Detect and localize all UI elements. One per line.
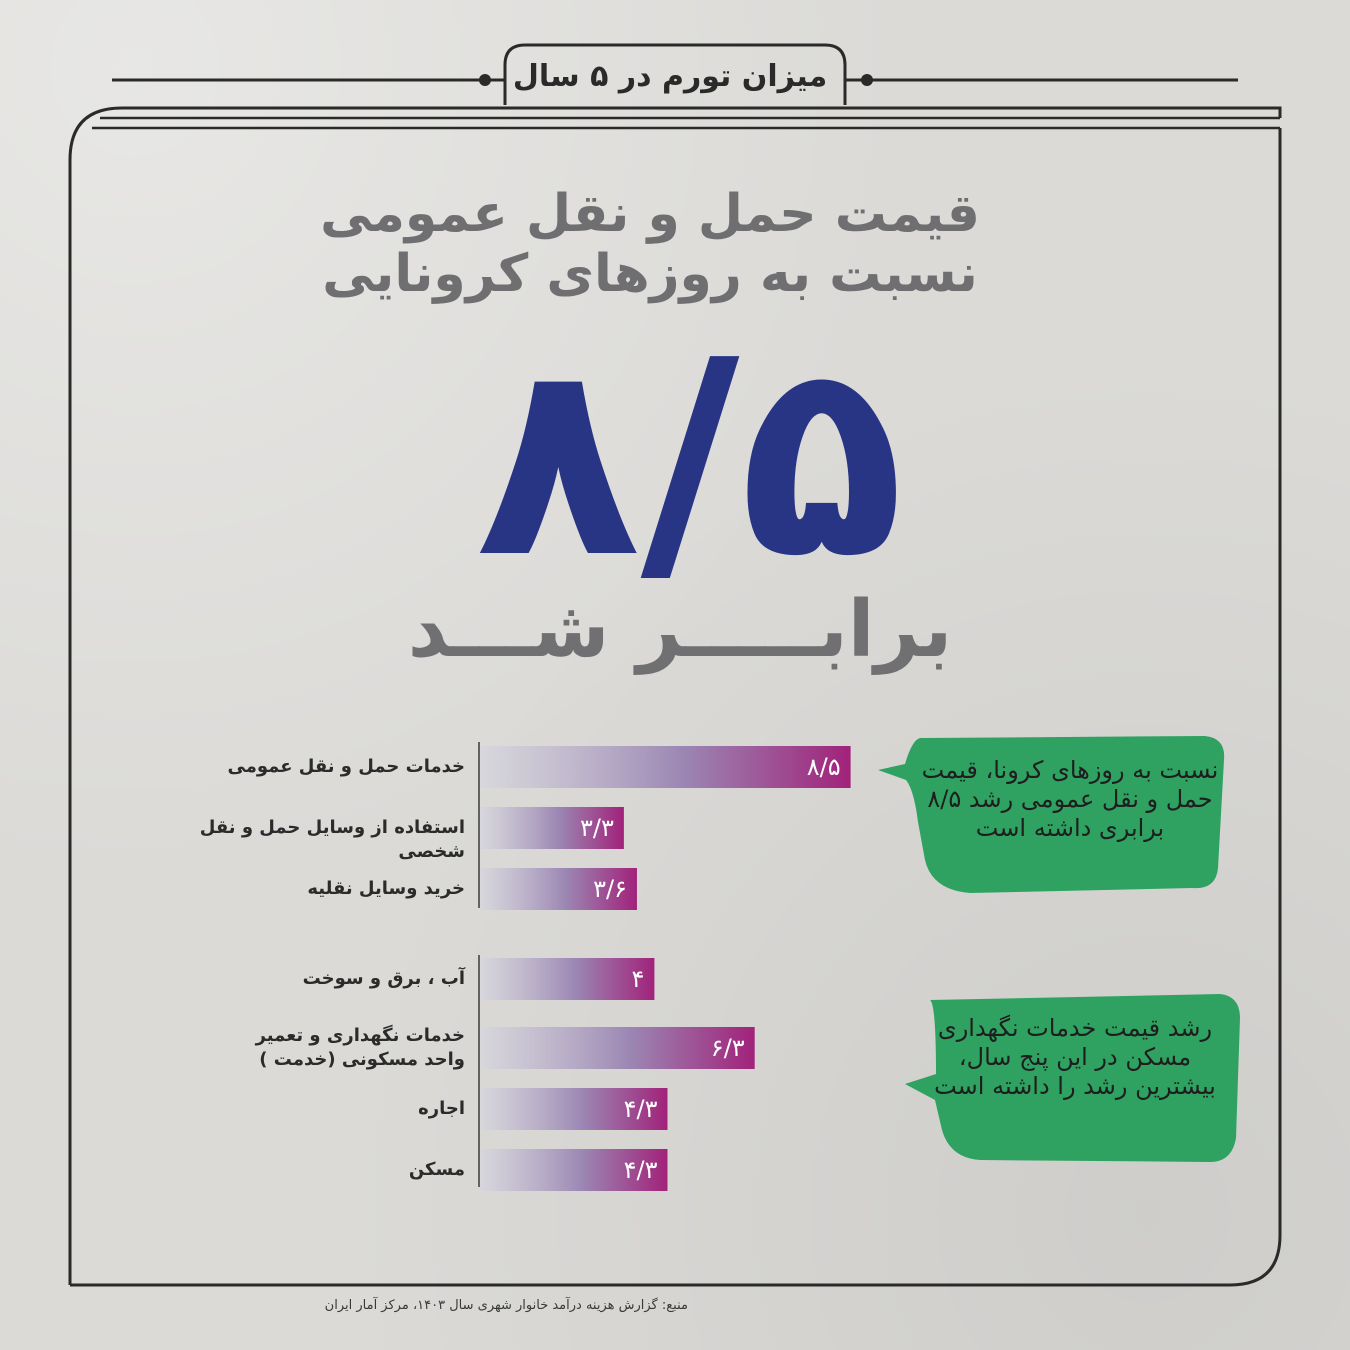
category-label: آب ، برق و سوخت	[302, 968, 465, 989]
bar-value-label: ۶/۳	[710, 1034, 745, 1062]
bar-value-label: ۴/۳	[623, 1156, 658, 1184]
bar-value-label: ۸/۵	[806, 753, 841, 781]
big-number-suffix: برابـــــر شـــد	[407, 585, 953, 675]
headline-line-2: نسبت به روزهای کرونایی	[322, 244, 978, 304]
bar-value-label: ۳/۳	[580, 814, 614, 842]
category-label: مسکن	[408, 1159, 465, 1180]
page-title: میزان تورم در ۵ سال	[512, 58, 828, 94]
category-label: استفاده از وسایل حمل و نقل شخصی	[199, 817, 465, 862]
bar-value-label: ۴/۳	[623, 1095, 658, 1123]
category-label: خدمات نگهداری و تعمیر واحد مسکونی (خدمت )	[255, 1025, 465, 1070]
category-label: خرید وسایل نقلیه	[307, 878, 465, 899]
bar-value-label: ۴	[631, 965, 645, 993]
headline-line-1: قیمت حمل و نقل عمومی	[320, 184, 980, 244]
category-label: خدمات حمل و نقل عمومی	[227, 756, 465, 777]
bar-value-label: ۳/۶	[593, 875, 627, 903]
note-text-1: نسبت به روزهای کرونا، قیمت حمل و نقل عمومی رشد ۸/۵ برابری داشته است	[921, 756, 1219, 842]
category-label: اجاره	[418, 1098, 465, 1119]
big-number: ۸/۵	[475, 302, 905, 617]
source-citation: منبع: گزارش هزینه درآمد خانوار شهری سال ۱۴۰۳، مرکز آمار ایران	[324, 1298, 688, 1313]
note-text-2: رشد قیمت خدمات نگهداری مسکن در این پنج سال، بیشترین رشد را داشته است	[934, 1014, 1216, 1100]
